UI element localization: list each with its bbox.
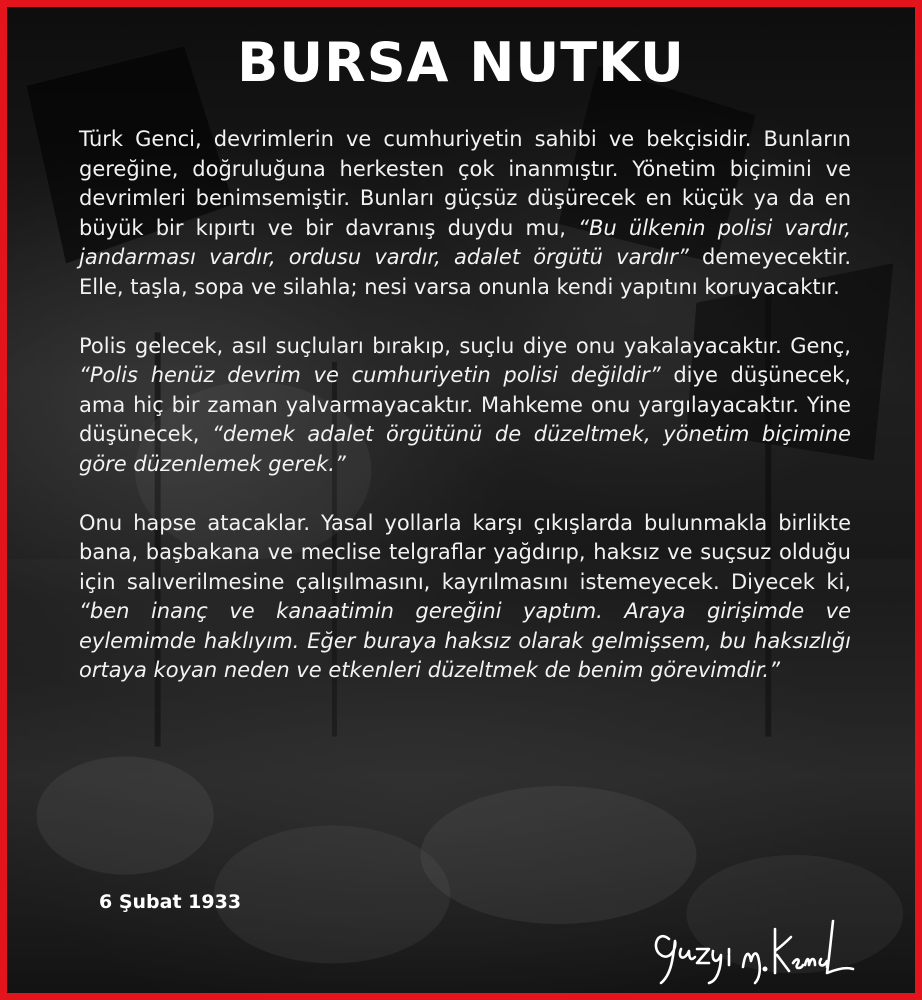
text-run: Türk Genci, devrimlerin ve cumhuriyetin sahibi ve bekçisidir. Bunların gereğine, doğruluğuna herkesten çok inanmıştır. Yönetim biçimini ve devrimleri benimsemiştir. Bunları güçsüz düşürecek en küçük ya da en büyük bir kıpırtı ve bir davranış duydu mu, bbox=[79, 127, 851, 240]
quote-run: “Polis henüz devrim ve cumhuriyetin polisi değildir” bbox=[79, 363, 661, 387]
quote-run: “demek adalet örgütünü de düzeltmek, yönetim biçimine göre düzenlemek gerek.” bbox=[79, 422, 851, 476]
page-title: BURSA NUTKU bbox=[237, 31, 685, 94]
quote-run: “Bu ülkenin polisi vardır, jandarması vardır, ordusu vardır, adalet örgütü vardır” bbox=[79, 215, 852, 269]
quote-run: “ben inanç ve kanaatimin gereğini yaptım. Araya girişimde ve eylemimde haklıyım. Eğer buraya haksız olarak gelmişsem, bu haksızlığı ortaya koyan neden ve etkenleri düzeltmek de benim görevimdir.” bbox=[79, 599, 851, 682]
text-run: diye düşünecek, ama hiç bir zaman yalvarmayacaktır. Mahkeme onu yargılayacaktır. Yine düşünecek, bbox=[79, 363, 851, 446]
paragraph-3 bbox=[79, 509, 851, 686]
paragraph-2 bbox=[79, 332, 851, 480]
speech-text bbox=[79, 125, 851, 715]
text-run: demeyecektir. Elle, taşla, sopa ve silahla; nesi varsa onunla kendi yapıtını koruyacaktır. bbox=[79, 245, 851, 299]
signature-image bbox=[647, 909, 857, 989]
speech-date: 6 Şubat 1933 bbox=[99, 891, 242, 913]
text-run: Polis gelecek, asıl suçluları bırakıp, suçlu diye onu yakalayacaktır. Genç, bbox=[79, 333, 851, 358]
paragraph-1 bbox=[79, 125, 851, 302]
text-run: Onu hapse atacaklar. Yasal yollarla karşı çıkışlarda bulunmakla birlikte bana, başbakana ve meclise telgraflar yağdırıp, haksız ve suçsuz olduğu için salıverilmesine çalışılmasını, kayrılmasını istemeyecek. Diyecek ki, bbox=[79, 510, 851, 594]
